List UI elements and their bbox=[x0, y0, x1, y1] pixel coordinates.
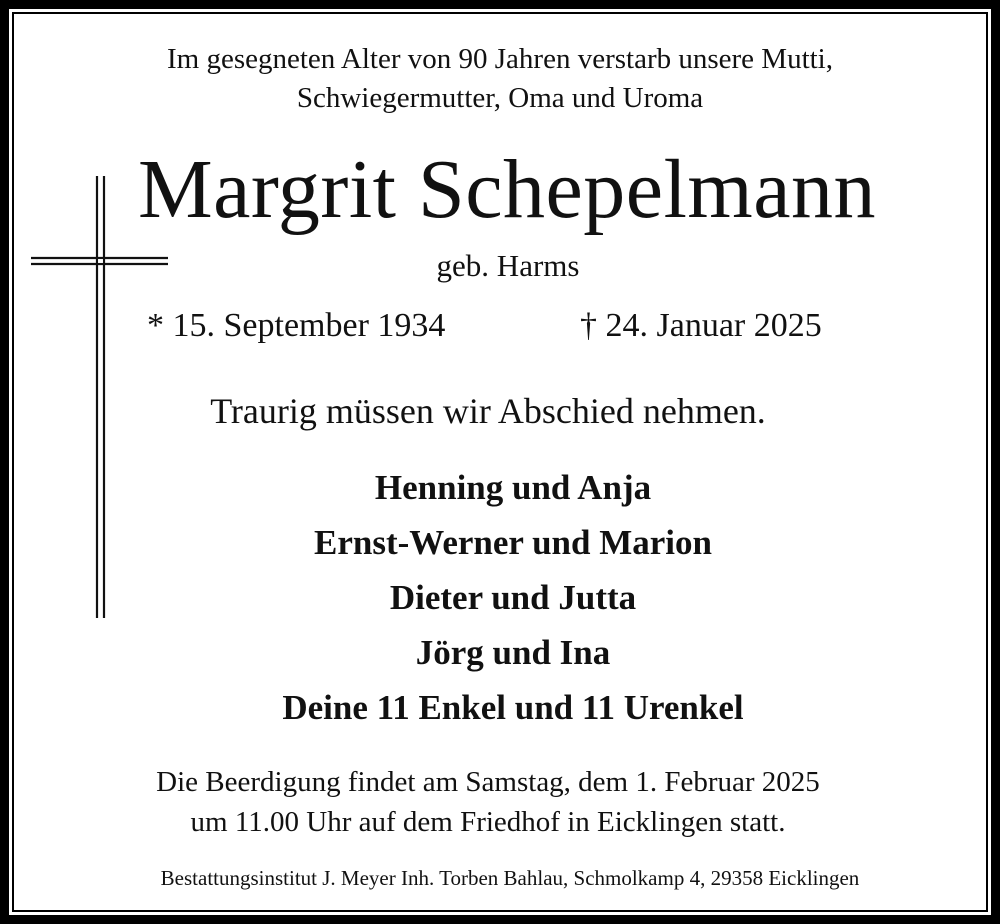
birth-name: geb. Harms bbox=[436, 248, 580, 283]
family-member: Ernst-Werner und Marion bbox=[314, 523, 712, 562]
deceased-name: Margrit Schepelmann bbox=[137, 143, 877, 236]
funeral-line-1: Die Beerdigung findet am Samstag, dem 1. Februar 2025 bbox=[156, 766, 820, 798]
mourning-line: Traurig müssen wir Abschied nehmen. bbox=[210, 391, 766, 431]
funeral-line-2: um 11.00 Uhr auf dem Friedhof in Eicklingen statt. bbox=[190, 806, 786, 838]
family-member: Dieter und Jutta bbox=[389, 578, 637, 617]
birth-date: * 15. September 1934 bbox=[147, 307, 446, 344]
intro-line-2: Schwiegermutter, Oma und Uroma bbox=[296, 82, 704, 114]
intro-line-1: Im gesegneten Alter von 90 Jahren verstarb unsere Mutti, bbox=[166, 43, 833, 75]
death-date: † 24. Januar 2025 bbox=[580, 307, 822, 344]
undertaker-address: Bestattungsinstitut J. Meyer Inh. Torben Bahlau, Schmolkamp 4, 29358 Eicklingen bbox=[160, 866, 860, 890]
family-member: Henning und Anja bbox=[374, 468, 652, 507]
family-member: Deine 11 Enkel und 11 Urenkel bbox=[282, 688, 744, 727]
family-member: Jörg und Ina bbox=[415, 633, 611, 672]
